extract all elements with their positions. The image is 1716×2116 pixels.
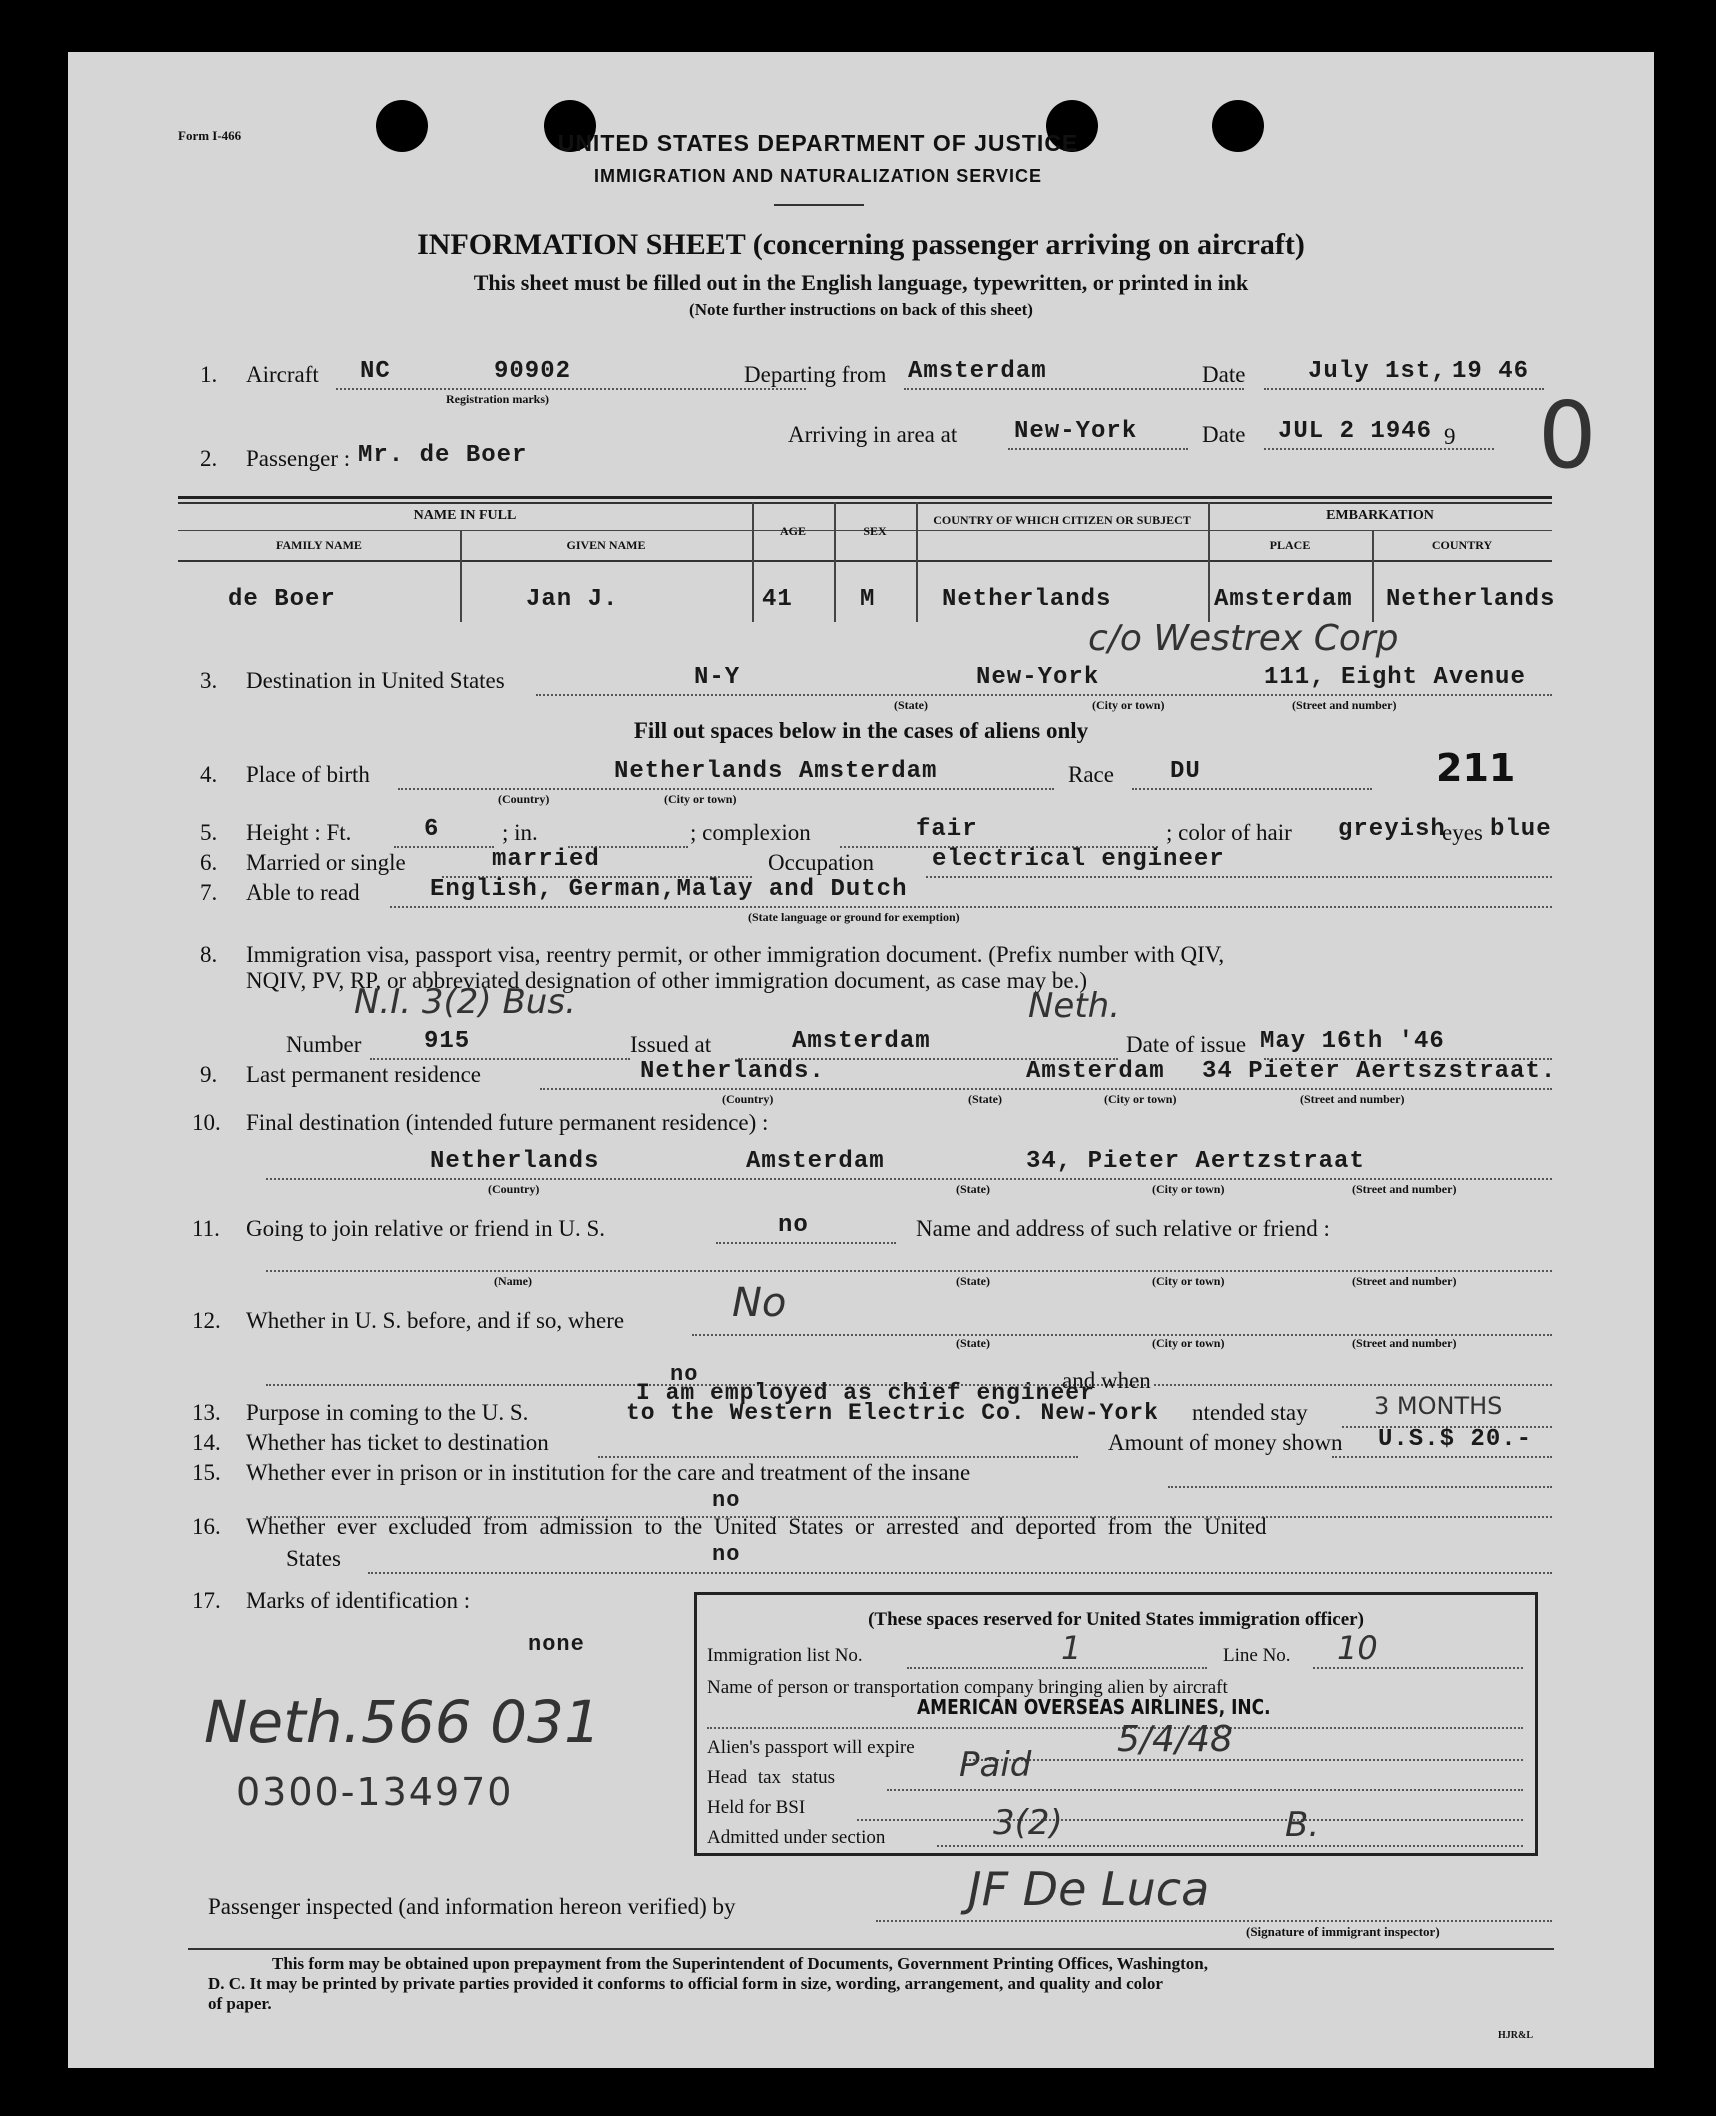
caption-street: (Street and number): [1352, 1182, 1457, 1196]
field-line: [394, 846, 494, 848]
head-tax-label: Head tax status: [707, 1767, 836, 1788]
inspected-label: Passenger inspected (and information hereon verified) by: [208, 1894, 736, 1919]
item-number: 11.: [192, 1216, 220, 1241]
complexion-label: ; complexion: [690, 820, 811, 845]
final-country[interactable]: Netherlands: [430, 1148, 600, 1175]
company-stamp[interactable]: AMERICAN OVERSEAS AIRLINES, INC.: [917, 1695, 1271, 1719]
passenger-value[interactable]: Mr. de Boer: [358, 442, 528, 469]
cell-country[interactable]: Netherlands: [942, 586, 1112, 613]
field-line: [876, 1920, 1552, 1922]
field-line: [390, 906, 1552, 908]
departing-label: Departing from: [744, 362, 887, 387]
and-when-label: and when: [1062, 1368, 1151, 1393]
list-no-label: Immigration list No.: [707, 1645, 863, 1666]
item-number: 15.: [192, 1460, 221, 1485]
item-number: 16.: [192, 1514, 221, 1539]
bsi-label: Held for BSI: [707, 1797, 806, 1818]
excluded-line1: Whether ever excluded from admission to the United States or arrested and deported from the United: [246, 1514, 1267, 1539]
footer-rule: [188, 1948, 1554, 1950]
service-header: IMMIGRATION AND NATURALIZATION SERVICE: [594, 166, 1042, 186]
visa-instruction-line2: NQIV, PV, RP, or abbreviated designation of other immigration document, as case may be.): [246, 968, 1088, 993]
punch-hole: [1212, 100, 1264, 152]
occupation-label: Occupation: [768, 850, 875, 875]
visa-number-value[interactable]: 915: [424, 1028, 471, 1055]
item-number: 2.: [200, 446, 218, 471]
col-emb-country: COUNTRY: [1431, 538, 1493, 552]
signature-caption: (Signature of immigrant inspector): [1246, 1924, 1440, 1939]
col-sex: SEX: [863, 524, 887, 538]
birthplace-value[interactable]: Netherlands Amsterdam: [614, 758, 938, 785]
final-street[interactable]: 34, Pieter Aertzstraat: [1026, 1148, 1365, 1175]
table-top-rule: [178, 502, 1552, 504]
stay-value[interactable]: 3 MONTHS: [1374, 1392, 1503, 1420]
caption-street: (Street and number): [1352, 1336, 1457, 1350]
aircraft-reg-prefix[interactable]: NC: [360, 358, 391, 385]
caption-city: (City or town): [1152, 1336, 1225, 1350]
join-relative-value[interactable]: no: [778, 1212, 809, 1239]
printer-code: HJR&L: [1498, 2030, 1533, 2041]
col-country: COUNTRY OF WHICH CITIZEN OR SUBJECT: [933, 513, 1191, 527]
field-line: [887, 1789, 1523, 1791]
section-label: Admitted under section: [707, 1827, 886, 1848]
languages-value[interactable]: English, German,Malay and Dutch: [430, 876, 908, 903]
item-number: 10.: [192, 1110, 221, 1135]
destination-street[interactable]: 111, Eight Avenue: [1264, 664, 1526, 691]
handwritten-visa-note: N.I. 3(2) Bus.: [354, 982, 576, 1022]
line-no-label: Line No.: [1223, 1645, 1291, 1666]
form-subtitle: This sheet must be filled out in the English language, typewritten, or printed in ink: [473, 270, 1249, 295]
field-line: [540, 1088, 1552, 1090]
departure-date[interactable]: July 1st,: [1308, 358, 1447, 385]
line-no-value[interactable]: 10: [1337, 1629, 1378, 1667]
arriving-label: Arriving in area at: [788, 422, 958, 447]
marital-value[interactable]: married: [492, 846, 600, 873]
inspector-signature: JF De Luca: [968, 1862, 1210, 1916]
field-line: [1132, 788, 1372, 790]
arrival-date-label: Date: [1202, 422, 1246, 447]
last-residence-city[interactable]: Amsterdam: [1026, 1058, 1165, 1085]
col-name-in-full: NAME IN FULL: [413, 508, 517, 523]
dept-header: UNITED STATES DEPARTMENT OF JUSTICE: [557, 130, 1079, 156]
head-tax-value[interactable]: Paid: [959, 1745, 1032, 1785]
field-line: [1264, 388, 1544, 390]
caption-country: (Country): [498, 792, 550, 806]
caption-state: (State): [956, 1336, 990, 1350]
height-feet[interactable]: 6: [424, 816, 440, 843]
occupation-value[interactable]: electrical engineer: [932, 846, 1225, 873]
field-line: [370, 1058, 630, 1060]
field-line: [1008, 448, 1188, 450]
hair-value[interactable]: greyish: [1338, 816, 1446, 843]
money-value[interactable]: U.S.$ 20.-: [1378, 1426, 1533, 1453]
final-city[interactable]: Amsterdam: [746, 1148, 885, 1175]
item-number: 7.: [200, 880, 218, 905]
field-line: [707, 1727, 1523, 1729]
aircraft-reg-number[interactable]: 90902: [494, 358, 572, 385]
cell-emb-country[interactable]: Netherlands: [1386, 586, 1556, 613]
item-number: 17.: [192, 1588, 221, 1613]
form-title: INFORMATION SHEET (concerning passenger arriving on aircraft): [417, 228, 1305, 261]
col-given: GIVEN NAME: [566, 538, 646, 552]
item-number: 3.: [200, 668, 218, 693]
field-line: [1168, 1486, 1552, 1488]
last-residence-label: Last permanent residence: [246, 1062, 481, 1087]
aircraft-label: Aircraft: [246, 362, 319, 387]
cell-family[interactable]: de Boer: [228, 586, 336, 613]
field-line: [716, 1242, 896, 1244]
passport-expire-value[interactable]: 5/4/48: [1117, 1719, 1233, 1760]
col-place: PLACE: [1269, 538, 1311, 552]
circle-mark: 0: [1538, 382, 1597, 489]
before-label: Whether in U. S. before, and if so, where: [246, 1308, 625, 1333]
officer-box: [694, 1592, 1538, 1856]
issued-label: Issued at: [630, 1032, 712, 1057]
caption-city: (City or town): [1104, 1092, 1177, 1106]
relative-name-label: Name and address of such relative or friend :: [916, 1216, 1330, 1241]
section-class[interactable]: B.: [1285, 1805, 1320, 1845]
excluded-line2: States: [286, 1546, 341, 1571]
complexion-value[interactable]: fair: [916, 816, 978, 843]
aliens-note: Fill out spaces below in the cases of aliens only: [633, 718, 1089, 743]
caption-country: (Country): [488, 1182, 540, 1196]
marks-value[interactable]: none: [528, 1632, 585, 1657]
arrival-date-stamp[interactable]: JUL 2 1946: [1278, 418, 1433, 445]
caption-street: (Street and number): [1352, 1274, 1457, 1288]
visa-instruction-line1: Immigration visa, passport visa, reentry permit, or other immigration document. (Prefix number with QIV,: [246, 942, 1225, 967]
handwritten-passport-number: Neth.566 031: [204, 1688, 601, 1756]
passenger-label: Passenger :: [246, 446, 351, 471]
item-number: 6.: [200, 850, 218, 875]
table-col: [834, 502, 836, 622]
footer-line2: D. C. It may be printed by private parties provided it conforms to official form in size, wording, arrangement, and quality and color: [208, 1974, 1163, 1993]
destination-state[interactable]: N-Y: [694, 664, 741, 691]
last-residence-street[interactable]: 34 Pieter Aertszstraat.: [1202, 1058, 1557, 1085]
cell-place[interactable]: Amsterdam: [1214, 586, 1353, 613]
reg-caption: Registration marks): [446, 392, 549, 406]
caption-street: (Street and number): [1300, 1092, 1405, 1106]
field-line: [1332, 1456, 1552, 1458]
punch-hole: [376, 100, 428, 152]
col-family: FAMILY NAME: [276, 538, 362, 552]
footer-line1: This form may be obtained upon prepayment from the Superintendent of Documents, Government Printing Offices, Washington,: [272, 1954, 1208, 1973]
issue-date-label: Date of issue: [1126, 1032, 1247, 1057]
birthplace-label: Place of birth: [246, 762, 370, 787]
ticket-label: Whether has ticket to destination: [246, 1430, 549, 1455]
col-embarkation: EMBARKATION: [1326, 508, 1434, 523]
race-label: Race: [1068, 762, 1114, 787]
handwritten-no: No: [732, 1280, 787, 1326]
handwritten-care-of: c/o Westrex Corp: [1088, 618, 1399, 659]
passport-expire-label: Alien's passport will expire: [707, 1737, 915, 1758]
cell-given[interactable]: Jan J.: [526, 586, 619, 613]
list-no-value[interactable]: 1: [1061, 1629, 1082, 1667]
form-number: Form I-466: [178, 128, 242, 143]
field-line: [1264, 448, 1494, 450]
hair-label: ; color of hair: [1166, 820, 1292, 845]
item-number: 9.: [200, 1062, 218, 1087]
cell-age[interactable]: 41: [762, 586, 793, 613]
caption-state: (State): [956, 1182, 990, 1196]
header-rule: [774, 204, 864, 206]
field-line: [1154, 1384, 1552, 1386]
field-line: [857, 1819, 1523, 1821]
col-age: AGE: [779, 524, 806, 538]
marks-label: Marks of identification :: [246, 1588, 471, 1613]
cell-sex[interactable]: M: [860, 586, 876, 613]
excluded-value[interactable]: no: [712, 1542, 741, 1567]
item-number: 5.: [200, 820, 218, 845]
field-line: [965, 1759, 1523, 1761]
table-col: [752, 502, 754, 622]
before-value[interactable]: no: [670, 1362, 699, 1387]
item-number: 12.: [192, 1308, 221, 1333]
caption-city: (City or town): [1152, 1182, 1225, 1196]
item-number: 1.: [200, 362, 218, 387]
arriving-value[interactable]: New-York: [1014, 418, 1138, 445]
purpose-label: Purpose in coming to the U. S.: [246, 1400, 529, 1425]
handwritten-neth: Neth.: [1028, 986, 1121, 1026]
item-number: 13.: [192, 1400, 221, 1425]
final-destination-label: Final destination (intended future permanent residence) :: [246, 1110, 769, 1135]
table-col: [916, 502, 918, 622]
field-line: [398, 788, 1054, 790]
field-line: [926, 876, 1552, 878]
eyes-value[interactable]: blue: [1490, 816, 1552, 843]
purpose-value-1[interactable]: I am employed as chief engineer: [636, 1380, 1095, 1406]
departure-year[interactable]: 19 46: [1452, 358, 1530, 385]
company-label: Name of person or transportation company bringing alien by aircraft: [707, 1677, 1228, 1698]
table-header-rule: [178, 560, 1552, 562]
join-relative-label: Going to join relative or friend in U. S.: [246, 1216, 605, 1241]
arrival-date-tail: 9: [1444, 424, 1456, 449]
field-line: [336, 388, 806, 390]
item-number: 14.: [192, 1430, 221, 1455]
prison-label: Whether ever in prison or in institution for the care and treatment of the insane: [246, 1460, 971, 1485]
stay-label: ntended stay: [1192, 1400, 1308, 1425]
caption-street: (Street and number): [1292, 698, 1397, 712]
purpose-value-2[interactable]: to the Western Electric Co. New-York: [626, 1400, 1159, 1426]
inches-label: ; in.: [502, 820, 538, 845]
officer-box-title: (These spaces reserved for United States immigration officer): [868, 1609, 1364, 1630]
field-line: [907, 1667, 1207, 1669]
date-label: Date: [1202, 362, 1246, 387]
field-line: [368, 1572, 1552, 1574]
item-number: 4.: [200, 762, 218, 787]
money-label: Amount of money shown: [1108, 1430, 1343, 1455]
marital-label: Married or single: [246, 850, 406, 875]
language-caption: (State language or ground for exemption): [748, 910, 960, 924]
caption-state: (State): [956, 1274, 990, 1288]
field-line: [937, 1845, 1523, 1847]
issue-date-value[interactable]: May 16th '46: [1260, 1028, 1445, 1055]
caption-city: (City or town): [1152, 1274, 1225, 1288]
prison-value[interactable]: no: [712, 1488, 741, 1513]
field-line: [266, 1270, 1552, 1272]
item-number: 8.: [200, 942, 218, 967]
destination-label: Destination in United States: [246, 668, 505, 693]
field-line: [598, 1456, 1078, 1458]
field-line: [266, 1178, 1552, 1180]
destination-city[interactable]: New-York: [976, 664, 1100, 691]
read-label: Able to read: [246, 880, 360, 905]
footer-line3: of paper.: [208, 1994, 272, 2013]
caption-name: (Name): [494, 1274, 532, 1288]
handwritten-file-number: 0300-134970: [236, 1770, 514, 1814]
visa-number-label: Number: [286, 1032, 362, 1057]
field-line: [904, 388, 1244, 390]
caption-state: (State): [968, 1092, 1002, 1106]
race-value[interactable]: DU: [1170, 758, 1201, 785]
last-residence-country[interactable]: Netherlands.: [640, 1058, 825, 1085]
eyes-label: eyes: [1442, 820, 1483, 845]
height-label: Height : Ft.: [246, 820, 352, 845]
field-line: [1313, 1667, 1523, 1669]
caption-country: (Country): [722, 1092, 774, 1106]
table-top-rule: [178, 496, 1552, 499]
field-line: [536, 694, 1552, 696]
issued-value[interactable]: Amsterdam: [792, 1028, 931, 1055]
departing-value[interactable]: Amsterdam: [908, 358, 1047, 385]
form-note: (Note further instructions on back of this sheet): [689, 300, 1033, 319]
caption-city: (City or town): [664, 792, 737, 806]
caption-state: (State): [894, 698, 928, 712]
form-sheet: [68, 52, 1654, 2068]
caption-city: (City or town): [1092, 698, 1165, 712]
race-code: 211: [1436, 746, 1516, 790]
section-value[interactable]: 3(2): [993, 1803, 1063, 1843]
